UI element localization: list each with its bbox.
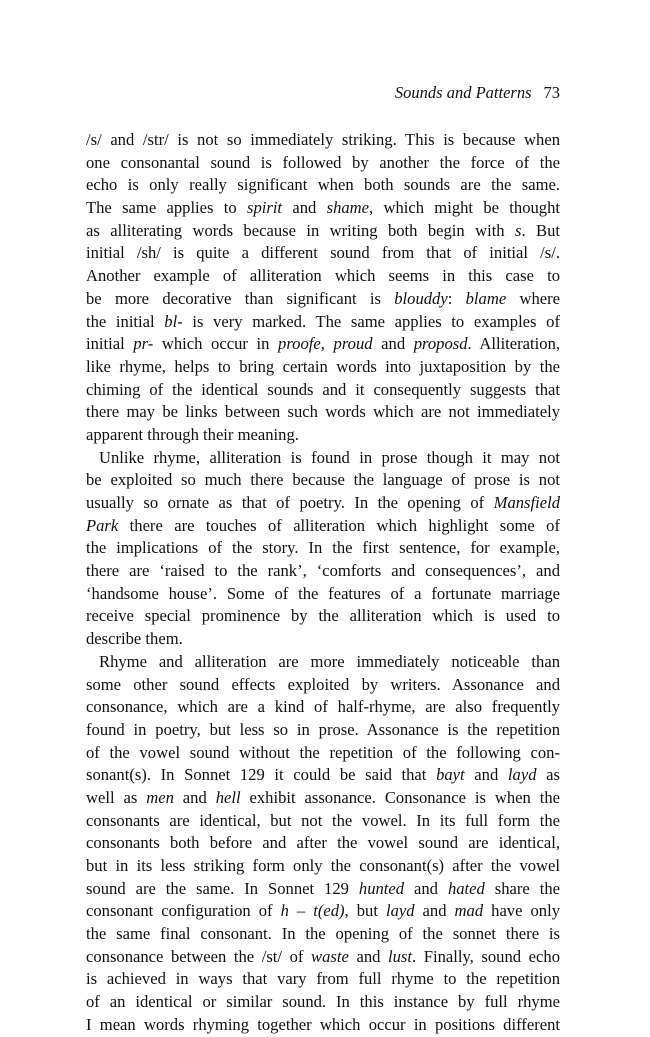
text-run: but in its less striking form only the consonant(s) after the vowel xyxy=(86,856,560,875)
text-run: of an identical or similar sound. In this instance by full rhyme xyxy=(86,992,560,1012)
text-run: sound are the same. In Sonnet 129 xyxy=(86,878,359,898)
italic-term: hell xyxy=(215,787,241,807)
text-line xyxy=(86,832,560,855)
text-line xyxy=(86,424,560,447)
text-run: Unlike rhyme, alliteration is found in prose though it may not xyxy=(99,447,560,467)
text-run: consonants both before and after the vowel sound are identical, xyxy=(86,833,560,853)
text-run: : xyxy=(447,288,466,308)
italic-term: layd xyxy=(385,901,415,921)
text-line xyxy=(86,537,560,560)
text-line xyxy=(86,719,560,742)
italic-term: blouddy xyxy=(394,288,448,308)
text-run: consonance between the /st/ of xyxy=(86,946,312,966)
text-run: and xyxy=(372,334,414,354)
text-run: one consonantal sound is followed by another the force of the xyxy=(86,152,560,172)
text-run: the implications of the story. In the first sentence, for example, xyxy=(86,538,560,558)
italic-term: bl- xyxy=(164,311,183,331)
italic-term: bayt xyxy=(436,765,465,785)
text-line xyxy=(86,923,560,946)
text-run: well as xyxy=(86,787,147,807)
italic-term: lust xyxy=(388,946,412,966)
text-line xyxy=(86,152,560,175)
page-number: 73 xyxy=(543,83,560,102)
text-run: and xyxy=(414,901,455,921)
text-run: and xyxy=(173,787,216,807)
text-line xyxy=(86,515,560,538)
text-run: found in poetry, but less so in prose. Assonance is the repetition xyxy=(86,719,560,739)
italic-term: shame xyxy=(326,198,370,218)
italic-term: Park xyxy=(86,515,119,535)
text-run: the same final consonant. In the opening of the sonnet there is xyxy=(86,924,560,944)
text-line xyxy=(86,583,560,606)
text-run: usually so ornate as that of poetry. In the opening of xyxy=(86,493,494,512)
text-line xyxy=(86,560,560,583)
text-run: there are touches of alliteration which highlight some of xyxy=(118,515,560,535)
italic-term: layd xyxy=(507,765,537,785)
text-run: like rhyme, helps to bring certain words into juxtaposition by the xyxy=(86,356,560,376)
text-line xyxy=(86,742,560,765)
body-text xyxy=(86,129,560,1037)
text-run: Rhyme and alliteration are more immediately noticeable than xyxy=(99,651,560,671)
text-line xyxy=(86,946,560,969)
text-run: The same applies to xyxy=(86,198,247,218)
italic-term: h – t(ed) xyxy=(280,901,345,921)
text-run: and xyxy=(404,878,448,898)
italic-term: mad xyxy=(454,901,484,921)
text-run: and xyxy=(348,946,389,966)
text-line xyxy=(86,129,560,152)
text-run: I mean words rhyming together which occur in positions different xyxy=(86,1014,560,1034)
italic-term: waste xyxy=(311,946,349,966)
italic-term: proposd xyxy=(413,334,468,354)
text-run: of the vowel sound without the repetition of the following con- xyxy=(86,742,560,762)
text-run: chiming of the identical sounds and it consequently suggests that xyxy=(86,379,560,399)
text-line xyxy=(86,968,560,991)
text-run: sonant(s). In Sonnet 129 it could be said that xyxy=(86,765,437,785)
text-line xyxy=(86,311,560,334)
text-line xyxy=(86,242,560,265)
text-run: echo is only really significant when both sounds are the same. xyxy=(86,175,560,195)
text-run: where xyxy=(506,288,561,308)
text-line xyxy=(86,787,560,810)
text-run: and xyxy=(282,198,327,218)
text-run: , xyxy=(320,334,334,354)
text-run: and xyxy=(464,765,508,785)
text-line xyxy=(86,605,560,628)
text-run: is achieved in ways that vary from full rhyme to the repetition xyxy=(86,969,560,989)
italic-term: hunted xyxy=(358,878,405,898)
text-line xyxy=(86,628,560,651)
text-line xyxy=(86,696,560,719)
text-line xyxy=(86,469,560,492)
text-run: initial xyxy=(86,334,134,354)
text-run: apparent through their meaning. xyxy=(86,424,299,444)
paragraph xyxy=(86,651,560,1037)
text-line xyxy=(86,651,560,674)
text-line xyxy=(86,401,560,424)
text-run: describe them. xyxy=(86,629,183,649)
text-line xyxy=(86,220,560,243)
text-line xyxy=(86,1014,560,1037)
text-run: , but xyxy=(344,901,386,921)
text-line xyxy=(86,379,560,402)
italic-term: proofe xyxy=(278,334,321,354)
text-line xyxy=(86,356,560,379)
text-line xyxy=(86,492,560,515)
text-run: some other sound effects exploited by writers. Assonance and xyxy=(86,674,560,694)
text-line xyxy=(86,288,560,311)
italic-term: proud xyxy=(333,334,373,354)
running-head xyxy=(86,82,560,104)
text-line xyxy=(86,991,560,1014)
paragraph xyxy=(86,129,560,447)
text-line xyxy=(86,855,560,878)
text-run: /s/ and /str/ is not so immediately striking. This is because when xyxy=(86,130,560,149)
text-line xyxy=(86,197,560,220)
text-run: share the xyxy=(484,878,560,898)
text-run: consonants are identical, but not the vowel. In its full form the xyxy=(86,810,560,830)
text-run: receive special prominence by the alliteration which is used to xyxy=(86,606,560,626)
text-line xyxy=(86,764,560,787)
italic-term: s xyxy=(515,220,522,240)
text-run: as xyxy=(536,765,560,785)
text-run: consonant configuration of xyxy=(86,901,281,921)
text-run: . But xyxy=(521,220,560,240)
italic-term: Mansfield xyxy=(493,493,560,512)
text-run: as alliterating words because in writing both begin with xyxy=(86,220,515,240)
text-run: Another example of alliteration which seems in this case to xyxy=(86,266,560,286)
paragraph xyxy=(86,447,560,651)
text-line xyxy=(86,674,560,697)
italic-term: men xyxy=(146,787,174,807)
text-line xyxy=(86,174,560,197)
text-run: exhibit assonance. Consonance is when the xyxy=(240,787,560,807)
text-run: ‘handsome house’. Some of the features of a fortunate marriage xyxy=(86,583,560,603)
text-run: there may be links between such words which are not immediately xyxy=(86,402,560,422)
text-run: have only xyxy=(483,901,560,921)
book-page xyxy=(86,82,560,1037)
text-run: is very marked. The same applies to examples of xyxy=(182,311,560,331)
text-run: which occur in xyxy=(153,334,279,354)
italic-term: blame xyxy=(465,288,507,308)
text-line xyxy=(86,900,560,923)
text-run: be more decorative than significant is xyxy=(86,288,395,308)
italic-term: spirit xyxy=(247,198,283,218)
running-title: Sounds and Patterns xyxy=(394,83,532,102)
text-line xyxy=(86,333,560,356)
text-line xyxy=(86,265,560,288)
text-line xyxy=(86,810,560,833)
text-run: . Finally, sound echo xyxy=(412,946,560,966)
text-run: there are ‘raised to the rank’, ‘comforts and consequences’, and xyxy=(86,561,560,581)
text-run: initial /sh/ is quite a different sound from that of initial /s/. xyxy=(86,243,560,263)
text-line xyxy=(86,878,560,901)
text-run: , which might be thought xyxy=(369,198,560,218)
text-run: . Alliteration, xyxy=(467,334,561,354)
italic-term: pr- xyxy=(133,334,154,354)
text-line xyxy=(86,447,560,470)
text-run: the initial xyxy=(86,311,165,331)
text-run: consonance, which are a kind of half-rhyme, are also frequently xyxy=(86,697,560,717)
italic-term: hated xyxy=(447,878,485,898)
text-run: be exploited so much there because the language of prose is not xyxy=(86,470,560,490)
